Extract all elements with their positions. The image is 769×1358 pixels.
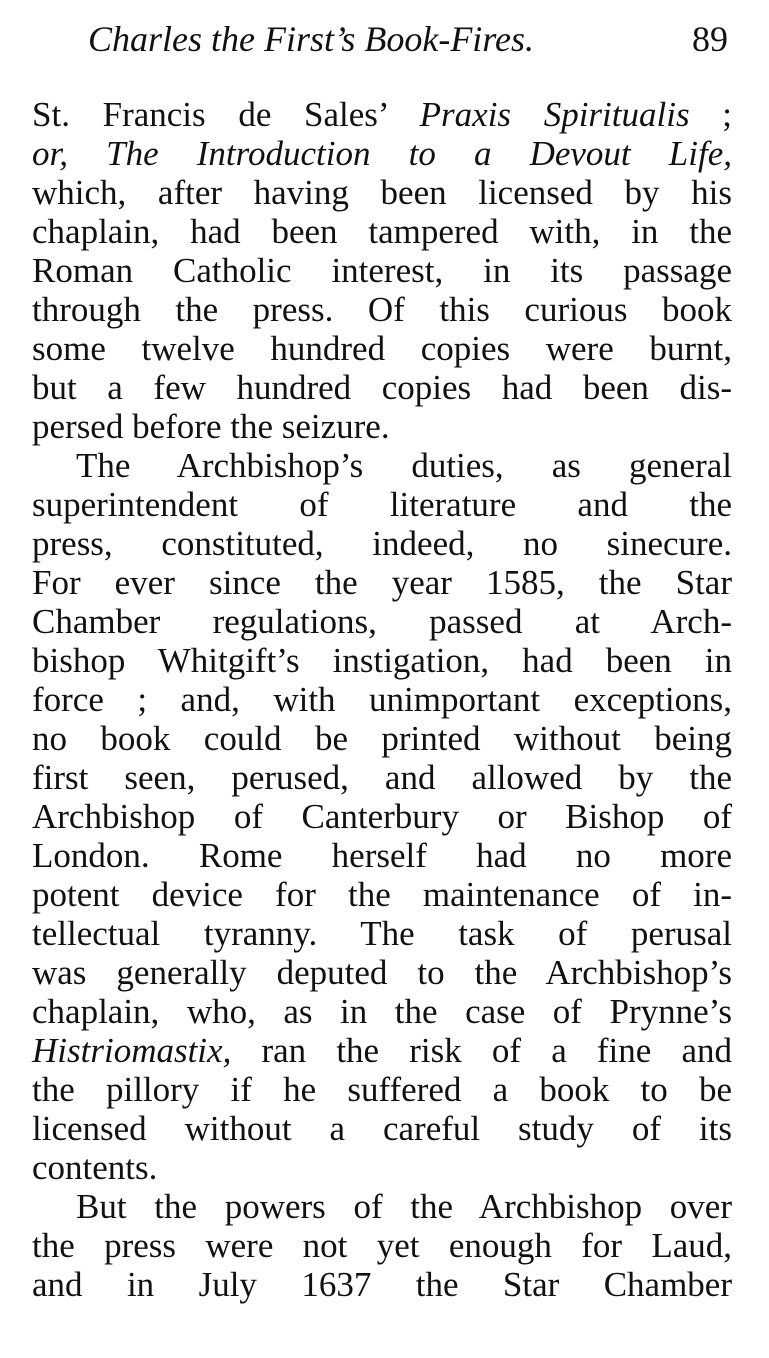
text-line	[32, 680, 732, 719]
text-line	[32, 134, 732, 173]
text-line	[32, 758, 732, 797]
text-line	[32, 641, 732, 680]
text-line	[32, 1031, 732, 1070]
text-line	[32, 563, 732, 602]
text-line	[32, 251, 732, 290]
text-segment: and in July 1637 the Star Chamber	[32, 1265, 732, 1304]
text-segment: which, after having been licensed by his	[32, 173, 732, 212]
text-line	[32, 446, 732, 485]
text-segment: force ; and, with unimportant exceptions,	[32, 680, 732, 719]
text-line	[32, 290, 732, 329]
text-line	[32, 212, 732, 251]
text-line	[32, 797, 732, 836]
text-segment: St. Francis de Sales’	[32, 95, 420, 134]
text-segment: no book could be printed without being	[32, 719, 732, 758]
text-segment: press, constituted, indeed, no sinecure.	[32, 524, 732, 563]
text-line	[32, 836, 732, 875]
text-segment: the press were not yet enough for Laud,	[32, 1226, 732, 1265]
page-number: 89	[692, 19, 728, 59]
body-text	[32, 95, 732, 1304]
text-line	[32, 914, 732, 953]
text-segment: chaplain, had been tampered with, in the	[32, 212, 732, 251]
running-header	[88, 14, 728, 64]
text-segment: Chamber regulations, passed at Arch-	[32, 602, 732, 641]
text-segment: chaplain, who, as in the case of Prynne’s	[32, 992, 732, 1031]
text-segment: Roman Catholic interest, in its passage	[32, 251, 732, 290]
text-line	[32, 1187, 732, 1226]
text-line	[32, 719, 732, 758]
text-segment: The Archbishop’s duties, as general	[76, 446, 732, 485]
text-segment: London. Rome herself had no more	[32, 836, 732, 875]
text-line	[32, 1148, 732, 1187]
text-segment: through the press. Of this curious book	[32, 290, 732, 329]
text-segment: ;	[689, 95, 732, 134]
text-segment: tellectual tyranny. The task of perusal	[32, 914, 732, 953]
text-line	[32, 1070, 732, 1109]
text-segment: potent device for the maintenance of in-	[32, 875, 732, 914]
text-segment: But the powers of the Archbishop over	[76, 1187, 732, 1226]
text-line	[32, 953, 732, 992]
text-line	[32, 602, 732, 641]
text-line	[32, 992, 732, 1031]
text-line	[32, 1226, 732, 1265]
text-line	[32, 485, 732, 524]
text-line	[32, 368, 732, 407]
text-segment: Archbishop of Canterbury or Bishop of	[32, 797, 732, 836]
text-segment: but a few hundred copies had been dis-	[32, 368, 732, 407]
text-segment: persed before the seizure.	[32, 407, 390, 446]
text-line	[32, 1109, 732, 1148]
text-line	[32, 875, 732, 914]
italic-segment: or, The Introduction to a Devout Life,	[32, 134, 732, 173]
text-line	[32, 173, 732, 212]
text-segment: superintendent of literature and the	[32, 485, 732, 524]
text-segment: first seen, perused, and allowed by the	[32, 758, 732, 797]
italic-segment: Histriomastix,	[32, 1031, 232, 1070]
text-segment: contents.	[32, 1148, 158, 1187]
text-segment: ran the risk of a fine and	[231, 1031, 732, 1070]
text-line	[32, 1265, 732, 1304]
text-segment: licensed without a careful study of its	[32, 1109, 732, 1148]
italic-segment: Praxis Spiritualis	[419, 95, 690, 134]
text-segment: some twelve hundred copies were burnt,	[32, 329, 732, 368]
text-segment: the pillory if he suffered a book to be	[32, 1070, 732, 1109]
text-segment: was generally deputed to the Archbishop’s	[32, 953, 732, 992]
text-segment: For ever since the year 1585, the Star	[32, 563, 732, 602]
text-line	[32, 524, 732, 563]
text-line	[32, 407, 732, 446]
running-title: Charles the First’s Book-Fires.	[88, 19, 534, 59]
text-line	[32, 329, 732, 368]
text-segment: bishop Whitgift’s instigation, had been in	[32, 641, 732, 680]
text-line	[32, 95, 732, 134]
